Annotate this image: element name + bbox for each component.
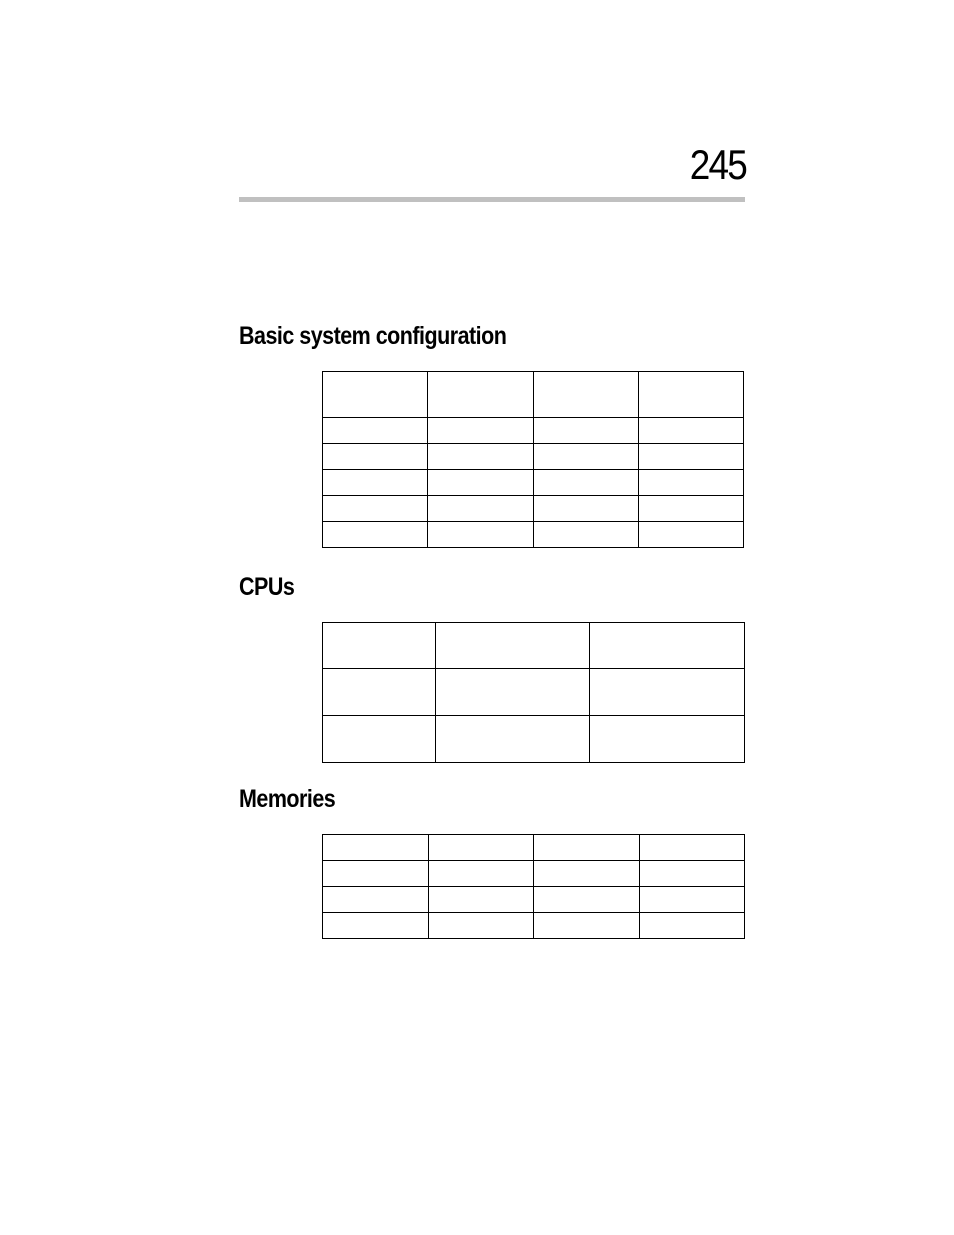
table-cell <box>638 522 743 548</box>
table-cell <box>428 470 533 496</box>
table-cell <box>534 887 640 913</box>
table-cell <box>639 835 745 861</box>
table-cell <box>534 835 640 861</box>
table-cell <box>323 496 428 522</box>
memories-table <box>322 834 745 939</box>
table-cell <box>533 470 638 496</box>
table-row <box>323 887 745 913</box>
table-header-row <box>323 623 745 669</box>
table-cell <box>533 372 638 418</box>
cpus-table <box>322 622 745 763</box>
table-cell <box>323 835 429 861</box>
table-cell <box>323 522 428 548</box>
table-cell <box>534 913 640 939</box>
table-cell <box>428 418 533 444</box>
table-cell <box>639 887 745 913</box>
table-row <box>323 716 745 763</box>
table-cell <box>323 913 429 939</box>
table-cell <box>323 623 436 669</box>
section-heading-basic-system-configuration: Basic system configuration <box>239 322 507 350</box>
table-cell <box>323 418 428 444</box>
table-cell <box>323 669 436 716</box>
table-row <box>323 669 745 716</box>
table-cell <box>323 861 429 887</box>
table-row <box>323 444 744 470</box>
table-cell <box>590 623 745 669</box>
table-cell <box>533 522 638 548</box>
table-cell <box>428 913 534 939</box>
table-cell <box>428 496 533 522</box>
table-cell <box>428 835 534 861</box>
table-row <box>323 496 744 522</box>
table-cell <box>428 444 533 470</box>
table-cell <box>323 444 428 470</box>
table-header-row <box>323 835 745 861</box>
table-row <box>323 861 745 887</box>
table-cell <box>638 496 743 522</box>
table-cell <box>638 372 743 418</box>
section-heading-cpus: CPUs <box>239 573 295 601</box>
table-cell <box>533 418 638 444</box>
table-row <box>323 470 744 496</box>
table-cell <box>534 861 640 887</box>
table-cell <box>323 887 429 913</box>
table-cell <box>428 522 533 548</box>
table-cell <box>436 716 590 763</box>
page-number: 245 <box>689 141 746 188</box>
basic-system-configuration-table <box>322 371 744 548</box>
table-cell <box>428 372 533 418</box>
table-row <box>323 418 744 444</box>
table-cell <box>533 496 638 522</box>
table-row <box>323 522 744 548</box>
header-rule <box>239 197 745 202</box>
table-cell <box>428 887 534 913</box>
section-heading-memories: Memories <box>239 785 336 813</box>
table-cell <box>638 444 743 470</box>
table-cell <box>590 669 745 716</box>
table-cell <box>436 623 590 669</box>
table-cell <box>323 372 428 418</box>
table-cell <box>638 470 743 496</box>
table-cell <box>590 716 745 763</box>
table-cell <box>428 861 534 887</box>
table-cell <box>638 418 743 444</box>
table-row <box>323 913 745 939</box>
table-cell <box>639 861 745 887</box>
table-cell <box>323 716 436 763</box>
table-cell <box>639 913 745 939</box>
table-cell <box>323 470 428 496</box>
table-header-row <box>323 372 744 418</box>
table-cell <box>436 669 590 716</box>
table-cell <box>533 444 638 470</box>
